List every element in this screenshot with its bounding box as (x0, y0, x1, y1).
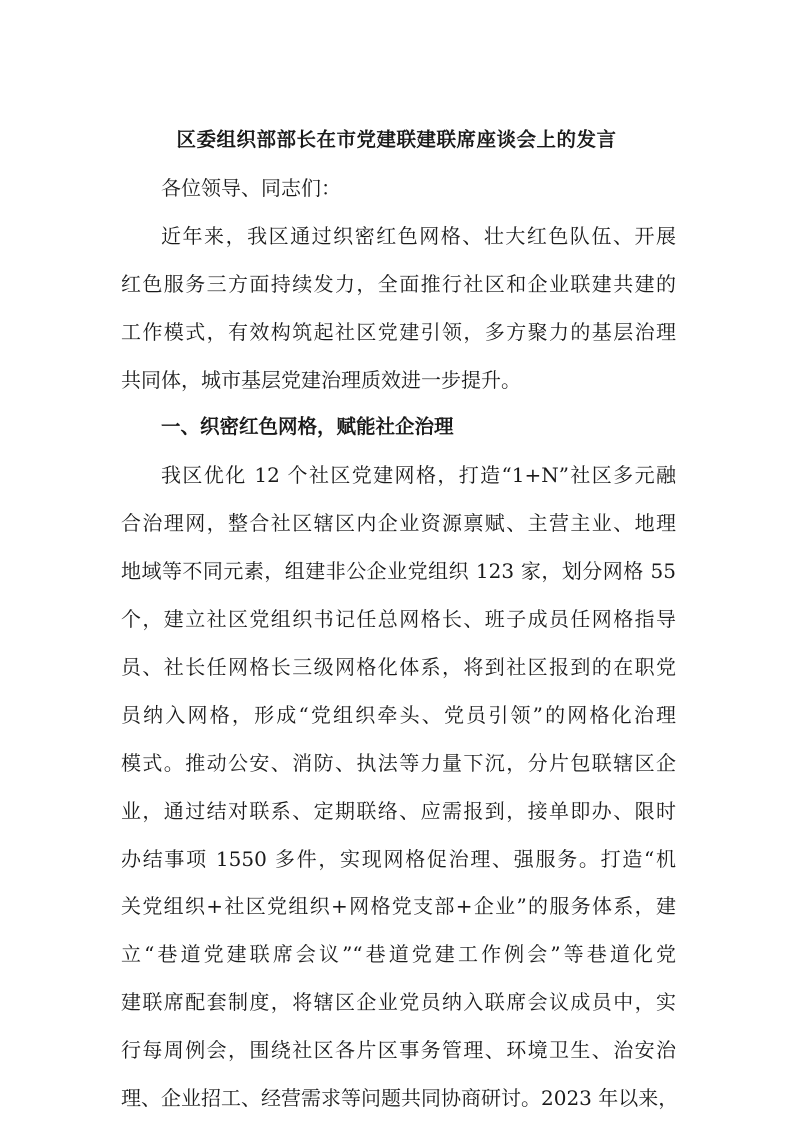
body-line: 理、企业招工、经营需求等问题共同协商研讨。2023 年以来， (121, 1086, 679, 1110)
body-line: 员纳入网格，形成“党组织牵头、党员引领”的网格化治理 (121, 703, 676, 727)
section-heading: 一、织密红色网格，赋能社企治理 (161, 415, 454, 438)
body-line: 个，建立社区党组织书记任总网格长、班子成员任网格指导 (121, 607, 676, 631)
body-line: 员、社长任网格长三级网格化体系，将到社区报到的在职党 (121, 655, 676, 679)
intro-line: 近年来，我区通过织密红色网格、壮大红色队伍、开展 (161, 224, 676, 248)
body-line: 地域等不同元素，组建非公企业党组织 123 家，划分网格 55 (121, 559, 676, 583)
body-line: 立“巷道党建联席会议”“巷道党建工作例会”等巷道化党 (121, 942, 676, 966)
intro-line: 共同体，城市基层党建治理质效进一步提升。 (121, 368, 521, 392)
body-line: 建联席配套制度，将辖区企业党员纳入联席会议成员中，实 (121, 990, 676, 1014)
document-title: 区委组织部部长在市党建联建联席座谈会上的发言 (176, 128, 617, 151)
body-line: 模式。推动公安、消防、执法等力量下沉，分片包联辖区企 (121, 751, 676, 775)
body-line: 我区优化 12 个社区党建网格，打造“1+N”社区多元融 (161, 463, 676, 487)
intro-line: 工作模式，有效构筑起社区党建引领，多方聚力的基层治理 (121, 320, 676, 344)
body-line: 办结事项 1550 多件，实现网格促治理、强服务。打造“机 (121, 847, 676, 871)
body-line: 业，通过结对联系、定期联络、应需报到，接单即办、限时 (121, 799, 676, 823)
salutation: 各位领导、同志们： (161, 176, 341, 200)
body-line: 行每周例会，围绕社区各片区事务管理、环境卫生、治安治 (121, 1038, 676, 1062)
body-line: 关党组织+社区党组织+网格党支部+企业”的服务体系，建 (121, 894, 676, 918)
intro-line: 红色服务三方面持续发力，全面推行社区和企业联建共建的 (121, 272, 676, 296)
body-line: 合治理网，整合社区辖区内企业资源禀赋、主营主业、地理 (121, 511, 676, 535)
